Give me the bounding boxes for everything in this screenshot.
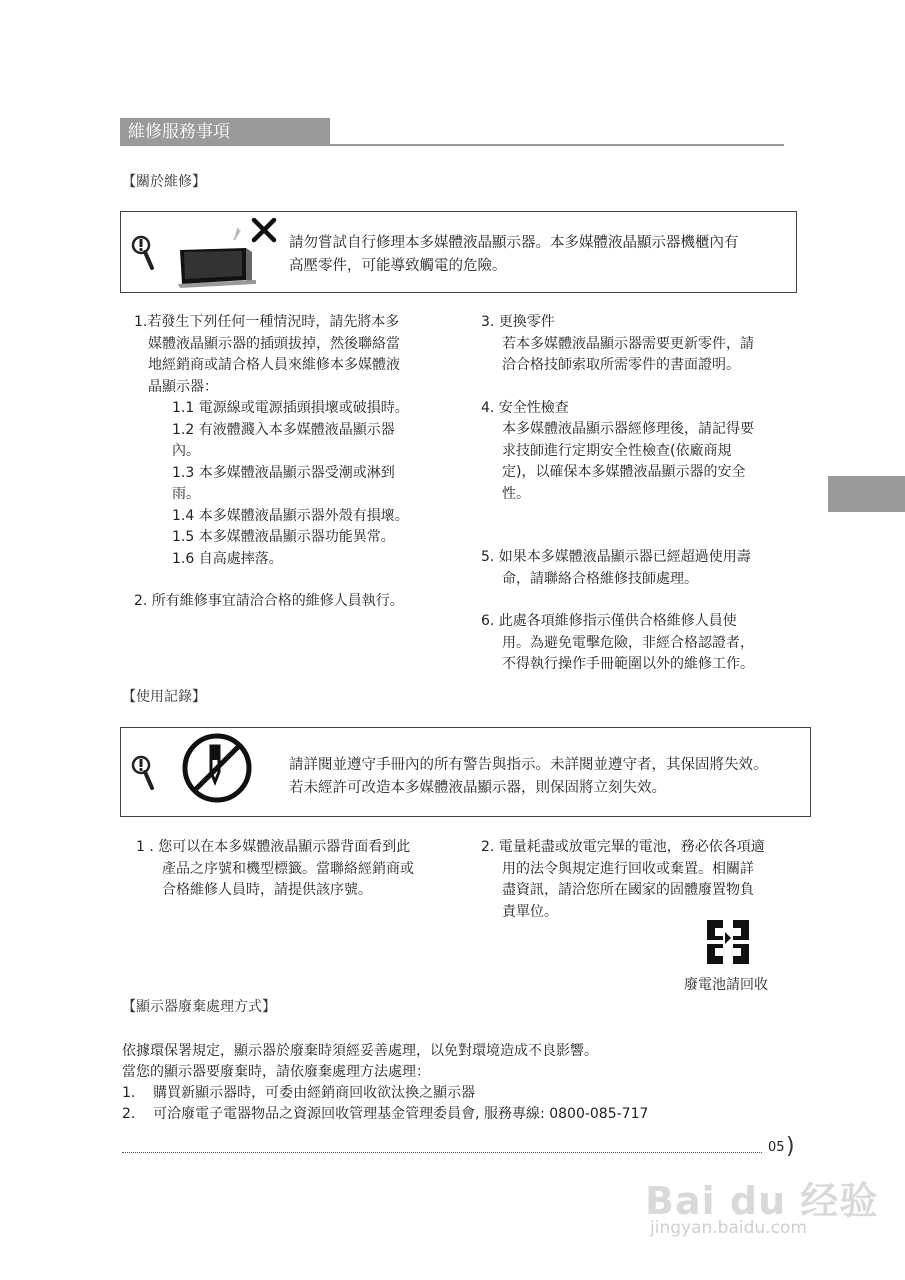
list-item: 晶顯示器： — [148, 378, 218, 395]
repair-warning-box — [120, 211, 797, 293]
list-item: 雨。 — [172, 486, 200, 502]
list-item: 命，請聯絡合格維修技師處理。 — [502, 570, 698, 587]
list-item: 責單位。 — [502, 903, 558, 920]
list-item: 用的法令與規定進行回收或棄置。相關詳 — [502, 860, 754, 877]
list-item: 1.若發生下列任何一種情況時，請先將本多 — [134, 314, 400, 330]
recycle-caption: 廢電池請回收 — [684, 977, 768, 993]
repair-right-column — [481, 312, 791, 676]
watermark-url: jingyan.baidu.com — [650, 1218, 807, 1238]
page-title: 維修服務事項 — [120, 118, 330, 146]
disposal-text — [122, 1041, 782, 1125]
title-underline — [120, 144, 784, 146]
disposal-line: 1. 購買新顯示器時，可委由經銷商回收欲汰換之顯示器 — [122, 1085, 476, 1101]
repair-left-column — [134, 312, 446, 613]
list-item: 洽合格技師索取所需零件的書面證明。 — [502, 357, 740, 373]
section-heading-disposal: 【顯示器廢棄處理方式】 — [122, 999, 276, 1015]
recycle-icon — [705, 918, 751, 966]
list-item: 1.5 本多媒體液晶顯示器功能異常。 — [172, 529, 395, 545]
list-item: 1 . 您可以在本多媒體液晶顯示器背面看到此 — [136, 839, 411, 855]
record-left-column — [136, 837, 448, 902]
watermark-logo: Bai du 经验 — [645, 1179, 879, 1223]
disposal-line: 依據環保署規定，顯示器於廢棄時須經妥善處理，以免對環境造成不良影響。 — [122, 1043, 598, 1059]
list-item: 求技師進行定期安全性檢查(依廠商規 — [502, 442, 732, 459]
page-number-bracket: ) — [786, 1134, 795, 1159]
magnifier-icon — [131, 234, 155, 272]
record-warning-line: 請詳閱並遵守手冊內的所有警告與指示。未詳閱並遵守者，其保固將失效。 — [289, 757, 768, 773]
list-item: 2. 所有維修事宜請洽合格的維修人員執行。 — [134, 593, 404, 609]
list-item: 合格維修人員時，請提供該序號。 — [162, 882, 372, 898]
disposal-line: 當您的顯示器要廢棄時，請依廢棄處理方法處理： — [122, 1064, 430, 1080]
magnifier-icon — [131, 754, 155, 792]
list-item: 產品之序號和機型標籤。當聯絡經銷商或 — [162, 860, 414, 877]
list-item: 1.2 有液體濺入本多媒體液晶顯示器 — [172, 421, 395, 438]
list-item: 1.4 本多媒體液晶顯示器外殼有損壞。 — [172, 507, 409, 524]
list-item: 媒體液晶顯示器的插頭拔掉，然後聯絡當 — [148, 335, 400, 352]
monitor-icon — [176, 218, 282, 290]
list-item: 4. 安全性檢查 — [481, 399, 569, 416]
section-heading-repair: 【關於維修】 — [122, 174, 206, 190]
list-item: 6. 此處各項維修指示僅供合格維修人員使 — [481, 613, 737, 629]
list-item: 不得執行操作手冊範圍以外的維修工作。 — [502, 656, 754, 672]
list-item: 2. 電量耗盡或放電完畢的電池，務必依各項適 — [481, 839, 765, 855]
list-item: 3. 更換零件 — [481, 314, 555, 330]
list-item: 若本多媒體液晶顯示器需要更新零件，請 — [502, 335, 754, 352]
list-item: 盡資訊，請洽您所在國家的固體廢置物負 — [502, 882, 754, 898]
list-item: 性。 — [502, 485, 530, 502]
record-warning-line: 若未經許可改造本多媒體液晶顯示器，則保固將立刻失效。 — [289, 780, 666, 796]
section-heading-record: 【使用記錄】 — [122, 689, 206, 705]
record-right-column — [481, 837, 799, 923]
list-item: 5. 如果本多媒體液晶顯示器已經超過使用壽 — [481, 549, 751, 565]
list-item: 用。為避免電擊危險，非經合格認證者， — [502, 634, 754, 651]
disposal-line: 2. 可洽廢電子電器物品之資源回收管理基金管理委員會, 服務專線: 0800-085-717 — [122, 1106, 649, 1122]
page-number: 05 — [768, 1140, 785, 1155]
list-item: 1.1 電源線或電源插頭損壞或破損時。 — [172, 400, 409, 416]
footer-dotted-rule — [122, 1152, 762, 1153]
list-item: 定)，以確保本多媒體液晶顯示器的安全 — [502, 464, 746, 480]
list-item: 1.3 本多媒體液晶顯示器受潮或淋到 — [172, 464, 395, 481]
no-disassembly-icon — [181, 732, 253, 804]
list-item: 本多媒體液晶顯示器經修理後，請記得要 — [502, 421, 754, 437]
record-warning-box — [120, 727, 811, 817]
list-item: 地經銷商或請合格人員來維修本多媒體液 — [148, 357, 400, 373]
repair-warning-line: 請勿嘗試自行修理本多媒體液晶顯示器。本多媒體液晶顯示器機櫃內有 — [289, 235, 739, 251]
repair-warning-line: 高壓零件，可能導致觸電的危險。 — [289, 258, 507, 274]
list-item: 1.6 自高處摔落。 — [172, 550, 283, 567]
side-tab — [828, 476, 905, 512]
list-item: 內。 — [172, 443, 200, 459]
